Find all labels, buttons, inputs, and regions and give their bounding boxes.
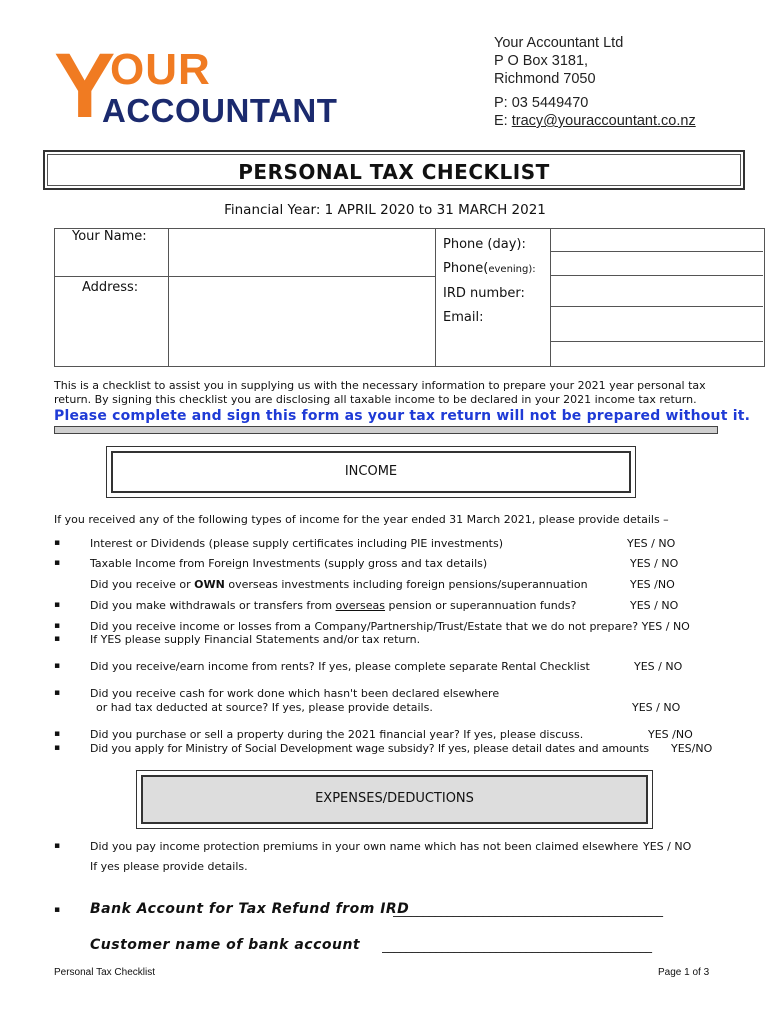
bullet-icon: ▪ [54,729,61,739]
bullet-icon: ▪ [54,688,61,698]
divider [550,306,763,307]
title-box [43,150,745,190]
income-lead: If you received any of the following types of income for the year ended 31 March 2021, please provide details – [54,513,669,526]
income-item-interest: Interest or Dividends (please supply certificates including PIE investments) [90,537,504,550]
city: Richmond 7050 [494,71,596,87]
bank-refund-line[interactable]: _____________________________________________ [393,903,663,917]
income-item-withdrawals: Did you make withdrawals or transfers from overseas pension or superannuation funds? [90,599,577,612]
phone-evening-label: Phone(evening): [443,261,536,276]
divider [550,228,551,366]
income-item-overseas-investments-answer[interactable]: YES /NO [630,578,675,591]
divider [54,276,436,277]
income-item-withdrawals-answer[interactable]: YES / NO [630,599,679,612]
expense-item-income-protection-answer[interactable]: YES / NO [643,840,692,853]
company-logo [54,35,370,137]
your-name-field[interactable] [170,230,433,274]
income-item-rents-answer[interactable]: YES / NO [634,660,683,673]
intro-paragraph: This is a checklist to assist you in supplying us with the necessary information to prepare your 2021 year personal tax return. By signing this checklist you are disclosing all taxable income to be declared in your 2021 income tax return. [54,379,706,406]
income-item-property: Did you purchase or sell a property during the 2021 financial year? If yes, please discuss. [90,728,584,741]
po-box: P O Box 3181, [494,53,589,69]
company-name: Your Accountant Ltd [494,35,624,51]
income-item-company: Did you receive income or losses from a Company/Partnership/Trust/Estate that we do not prepare? YES / NO [90,620,690,633]
income-item-cash-answer[interactable]: YES / NO [632,701,681,714]
expenses-heading-box [136,770,653,829]
divider [550,251,763,252]
income-item-wage-subsidy-answer[interactable]: YES/NO [671,742,713,755]
footer-doc-title: Personal Tax Checklist [54,967,155,978]
income-item-cash-cont: or had tax deducted at source? If yes, please provide details. [96,701,433,714]
financial-year: Financial Year: 1 APRIL 2020 to 31 MARCH 2021 [224,202,546,218]
logo-text-our: OUR [110,45,211,94]
page-title: PERSONAL TAX CHECKLIST [238,160,550,184]
bullet-icon: ▪ [54,558,61,568]
income-item-cash: Did you receive cash for work done which hasn't been declared elsewhere [90,687,500,700]
phone-day-field[interactable] [552,230,762,250]
separator-bar [54,426,718,434]
company-address-block [494,34,696,130]
income-item-company-note: If YES please supply Financial Statements and/or tax return. [90,633,421,646]
your-name-label: Your Name: [72,229,147,244]
company-phone: P: 03 5449470 [494,95,589,111]
customer-name-line[interactable]: _____________________________________________ [382,939,652,953]
logo-text-accountant: ACCOUNTANT [102,92,338,129]
divider [550,341,763,342]
address-label: Address: [82,280,139,295]
income-heading: INCOME [344,464,398,479]
email-field[interactable] [552,308,762,340]
phone-evening-field[interactable] [552,253,762,274]
bullet-icon: ▪ [54,905,61,915]
expenses-heading: EXPENSES/DEDUCTIONS [315,791,474,806]
ird-number-label: IRD number: [443,286,525,301]
footer-page-number: Page 1 of 3 [658,967,710,978]
bullet-icon: ▪ [54,538,61,548]
bullet-icon: ▪ [54,743,61,753]
phone-day-label: Phone (day): [443,237,526,252]
bullet-icon: ▪ [54,600,61,610]
income-item-wage-subsidy: Did you apply for Ministry of Social Development wage subsidy? If yes, please detail dates and amounts [90,742,649,755]
bullet-icon: ▪ [54,661,61,671]
company-email-link[interactable]: tracy@youraccountant.co.nz [511,113,696,129]
divider [435,228,436,366]
logo-letter-y: Y [54,35,116,137]
bullet-icon: ▪ [54,841,61,851]
income-item-property-answer[interactable]: YES /NO [648,728,693,741]
ird-number-field[interactable] [552,277,762,305]
expense-item-details: If yes please provide details. [90,860,248,873]
divider [550,275,763,276]
email-label: Email: [443,310,484,325]
income-item-interest-answer[interactable]: YES / NO [627,537,676,550]
bullet-icon: ▪ [54,621,61,631]
email-prefix: E: [494,113,512,129]
divider [168,228,169,366]
income-item-rents: Did you receive/earn income from rents? If yes, please complete separate Rental Checklist [90,660,590,673]
bank-refund-label: Bank Account for Tax Refund from IRD [90,901,410,917]
income-item-foreign: Taxable Income from Foreign Investments (supply gross and tax details) [90,557,488,570]
expense-item-income-protection: Did you pay income protection premiums in your own name which has not been claimed elsewhere [90,840,639,853]
address-field[interactable] [170,278,433,364]
income-item-overseas-investments: Did you receive or OWN overseas investments including foreign pensions/superannuation [90,578,588,591]
important-note: Please complete and sign this form as your tax return will not be prepared without it. [54,408,751,424]
bullet-icon: ▪ [54,634,61,644]
customer-name-label: Customer name of bank account [90,937,361,953]
income-item-foreign-answer[interactable]: YES / NO [630,557,679,570]
income-heading-box [106,446,636,498]
